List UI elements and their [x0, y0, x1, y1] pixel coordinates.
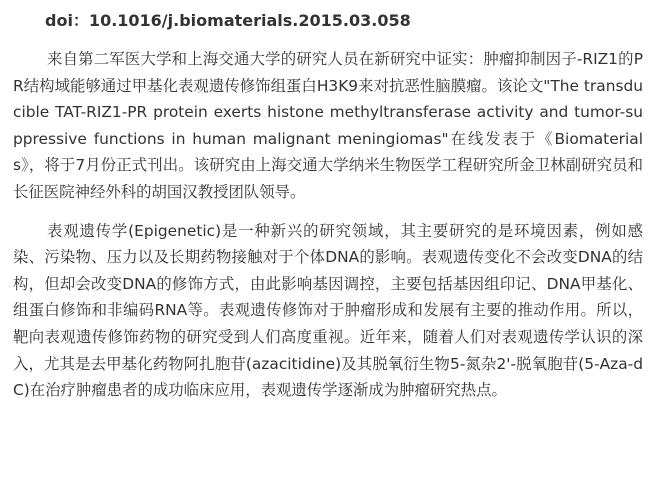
doi-line: doi：10.1016/j.biomaterials.2015.03.058 [45, 11, 411, 30]
article-body [13, 8, 643, 404]
paragraph-epigenetics: 表观遗传学(Epigenetic)是一种新兴的研究领域，其主要研究的是环境因素，例如感染、污染物、压力以及长期药物接触对于个体DNA的影响。表观遗传变化不会改变DNA的结构，但却会改变DNA的修饰方式，由此影响基因调控，主要包括基因组印记、DNA甲基化、组蛋白修饰和非编码RNA等。表观遗传修饰对于肿瘤形成和发展有主要的推动作用。所以，靶向表观遗传修饰药物的研究受到人们高度重视。近年来，随着人们对表观遗传学认识的深入，尤其是去甲基化药物阿扎胞苷(azacitidine)及其脱氧衍生物5-氮杂2'-脱氧胞苷(5-Aza-dC)在治疗肿瘤患者的成功临床应用，表观遗传学逐渐成为肿瘤研究热点。 [13, 221, 643, 400]
paragraph-riz1-study: 来自第二军医大学和上海交通大学的研究人员在新研究中证实：肿瘤抑制因子-RIZ1的PR结构域能够通过甲基化表观遗传修饰组蛋白H3K9来对抗恶性脑膜瘤。该论文"The transducible TAT-RIZ1-PR protein exerts histone methyltransferase activity and tumor-suppressive functions in human malignant meningiomas"在线发表于《Biomaterials》，将于7月份正式刊出。该研究由上海交通大学纳米生物医学工程研究所金卫林副研究员和长征医院神经外科的胡国汉教授团队领导。 [13, 50, 643, 201]
